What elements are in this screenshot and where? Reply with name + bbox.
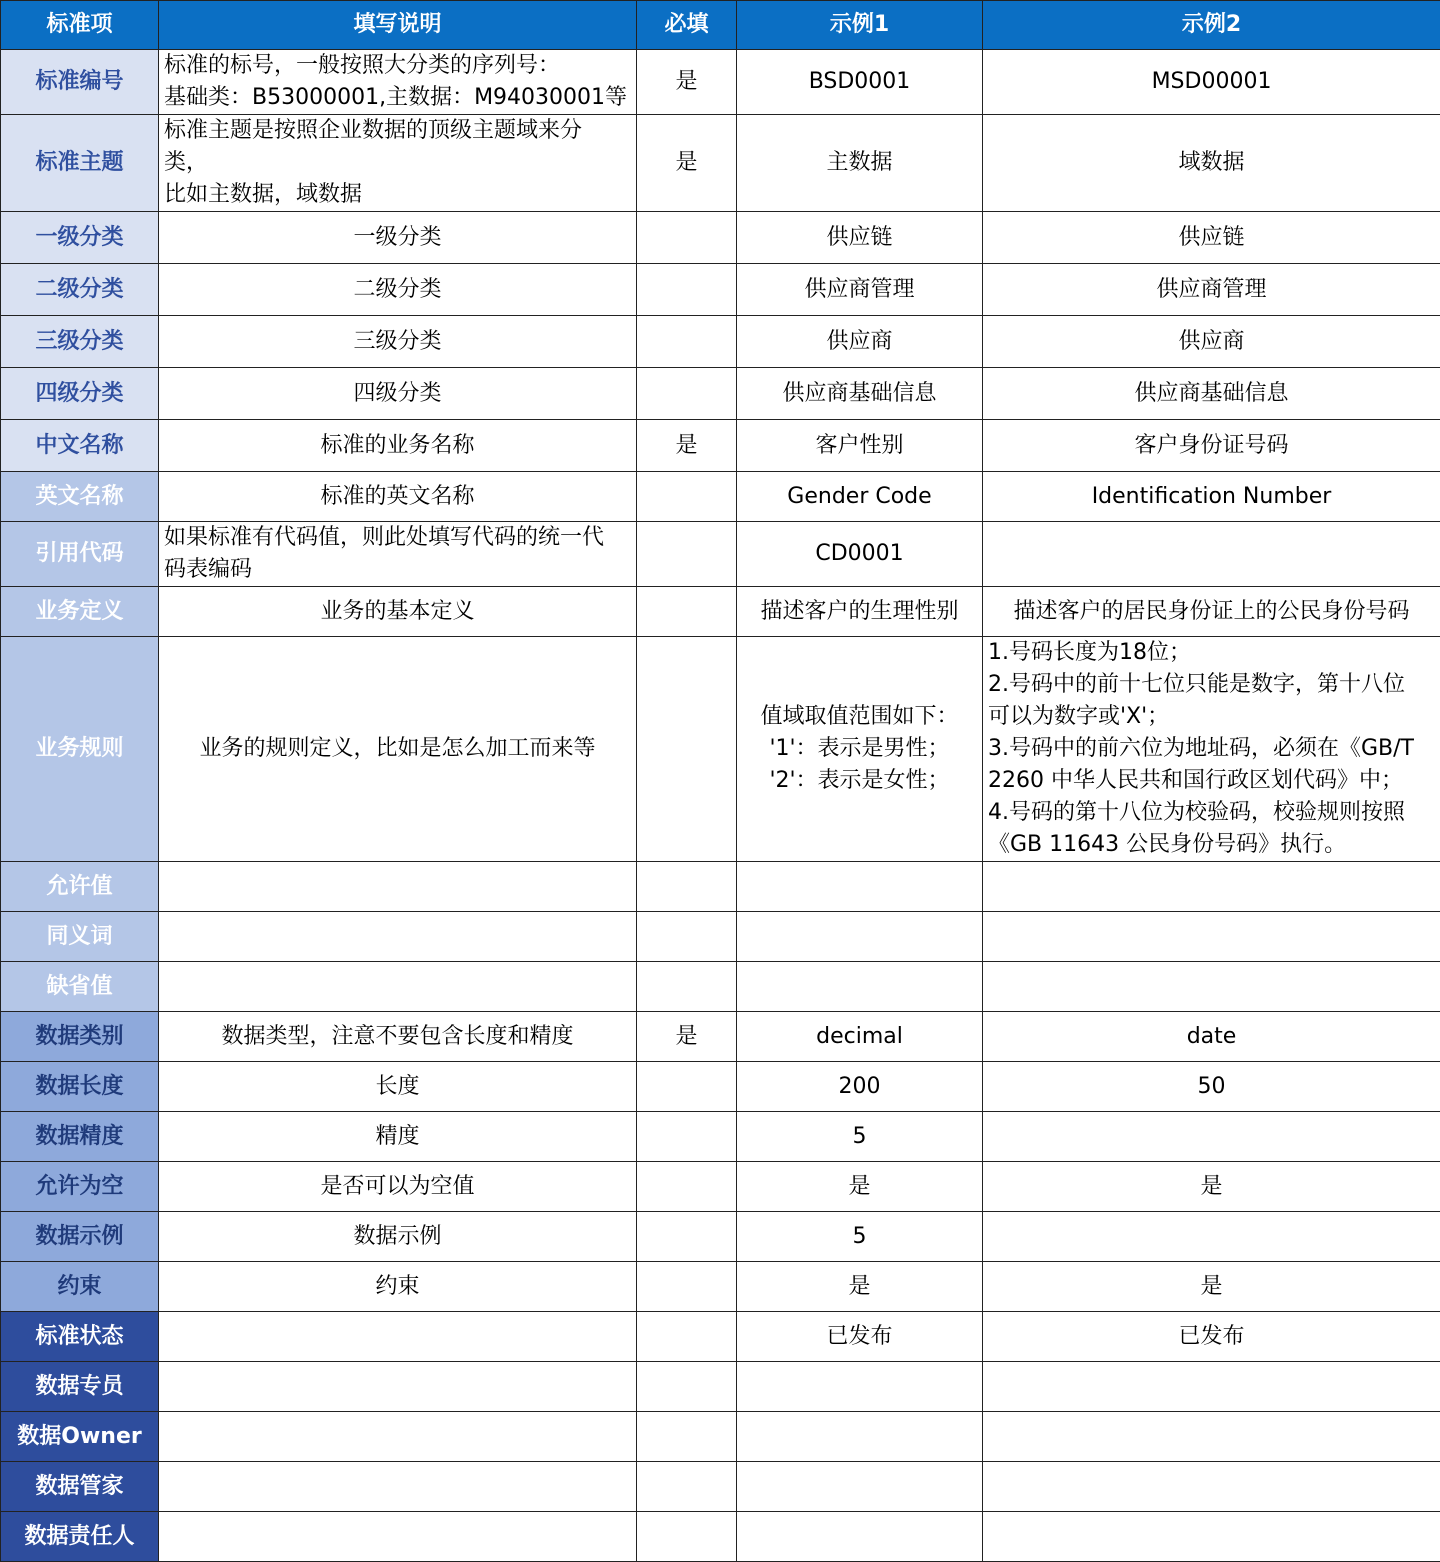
example2-cell [983,1112,1440,1162]
description-cell-line: 标准的英文名称 [164,481,631,513]
example2-cell-line: 是 [988,1271,1435,1303]
description-cell-line: 一级分类 [164,222,631,254]
example1-cell [737,1262,983,1312]
table-row [1,1462,1440,1512]
example2-cell [983,368,1440,420]
example2-cell-line: 可以为数字或'X'； [988,701,1435,733]
description-cell-line: 长度 [164,1071,631,1103]
example2-cell [983,212,1440,264]
required-cell [637,1362,737,1412]
example2-cell [983,1312,1440,1362]
row-label: 数据精度 [1,1112,159,1162]
example1-cell [737,420,983,472]
description-cell [159,212,637,264]
table-row [1,1012,1440,1062]
required-cell: 是 [637,1012,737,1062]
table-row [1,637,1440,862]
example2-cell-line: 50 [988,1071,1435,1103]
row-label: 数据管家 [1,1462,159,1512]
table-row [1,1062,1440,1112]
required-cell [637,264,737,316]
description-cell-line: 四级分类 [164,378,631,410]
description-cell-line: 业务的规则定义，比如是怎么加工而来等 [164,733,631,765]
table-row [1,1512,1440,1562]
table-header-row [1,1,1440,50]
row-label: 标准主题 [1,115,159,212]
row-label: 标准编号 [1,50,159,115]
row-label: 三级分类 [1,316,159,368]
example1-cell-line: 200 [742,1071,977,1103]
example1-cell-line: 主数据 [742,147,977,179]
example1-cell [737,264,983,316]
description-cell-line: 基础类：B53000001,主数据：M94030001等 [164,82,631,114]
required-cell [637,1412,737,1462]
example2-cell-line: 4.号码的第十八位为校验码，校验规则按照 [988,797,1435,829]
description-cell-line: 二级分类 [164,274,631,306]
example1-cell [737,522,983,587]
example2-cell [983,1012,1440,1062]
example2-cell [983,522,1440,587]
description-cell-line: 类， [164,147,631,179]
required-cell: 是 [637,50,737,115]
table-row [1,1112,1440,1162]
example1-cell [737,587,983,637]
description-cell-line: 业务的基本定义 [164,596,631,628]
description-cell-line: 数据示例 [164,1221,631,1253]
row-label: 业务规则 [1,637,159,862]
description-cell [159,368,637,420]
example1-cell-line: 是 [742,1171,977,1203]
description-cell [159,1062,637,1112]
table-row [1,962,1440,1012]
example1-cell [737,1312,983,1362]
header-cell: 示例2 [983,1,1440,50]
description-cell-line: 是否可以为空值 [164,1171,631,1203]
description-cell-line: 标准的标号，一般按照大分类的序列号： [164,50,631,82]
example1-cell [737,1062,983,1112]
example1-cell-line: '2'：表示是女性； [742,765,977,797]
description-cell-line: 精度 [164,1121,631,1153]
header-cell: 必填 [637,1,737,50]
example1-cell [737,472,983,522]
row-label: 数据长度 [1,1062,159,1112]
row-label: 数据类别 [1,1012,159,1062]
table-row [1,316,1440,368]
example2-cell [983,420,1440,472]
example2-cell-line: 描述客户的居民身份证上的公民身份号码 [988,596,1435,628]
example1-cell-line: 供应商基础信息 [742,378,977,410]
table-row [1,862,1440,912]
example2-cell-line: 供应链 [988,222,1435,254]
row-label: 允许值 [1,862,159,912]
row-label: 同义词 [1,912,159,962]
row-label: 数据示例 [1,1212,159,1262]
example1-cell-line: 供应商 [742,326,977,358]
example2-cell-line: 已发布 [988,1321,1435,1353]
table-row [1,1362,1440,1412]
table-row [1,912,1440,962]
example2-cell [983,1412,1440,1462]
description-cell-line: 如果标准有代码值，则此处填写代码的统一代 [164,522,631,554]
description-cell [159,115,637,212]
example1-cell [737,1112,983,1162]
description-cell [159,472,637,522]
table-row [1,115,1440,212]
example2-cell [983,316,1440,368]
required-cell [637,1062,737,1112]
example1-cell [737,1512,983,1562]
description-cell-line: 比如主数据，域数据 [164,179,631,211]
example1-cell-line: Gender Code [742,481,977,513]
example1-cell [737,1212,983,1262]
description-cell [159,1012,637,1062]
example2-cell-line: 供应商 [988,326,1435,358]
example1-cell-line: CD0001 [742,538,977,570]
example1-cell-line: 供应链 [742,222,977,254]
example2-cell [983,1062,1440,1112]
required-cell [637,316,737,368]
example1-cell-line: 5 [742,1221,977,1253]
description-cell-line: 三级分类 [164,326,631,358]
example1-cell [737,212,983,264]
required-cell: 是 [637,420,737,472]
example2-cell-line: 供应商基础信息 [988,378,1435,410]
example2-cell [983,1512,1440,1562]
required-cell [637,1262,737,1312]
example2-cell [983,912,1440,962]
required-cell [637,1112,737,1162]
description-cell [159,1162,637,1212]
example2-cell-line: 2260 中华人民共和国行政区划代码》中； [988,765,1435,797]
example2-cell-line: 供应商管理 [988,274,1435,306]
description-cell [159,264,637,316]
description-cell [159,962,637,1012]
example1-cell-line: '1'：表示是男性； [742,733,977,765]
example2-cell [983,1362,1440,1412]
required-cell [637,1512,737,1562]
table-row [1,420,1440,472]
example1-cell [737,1462,983,1512]
example1-cell-line: 供应商管理 [742,274,977,306]
example2-cell [983,1262,1440,1312]
description-cell [159,522,637,587]
example1-cell [737,316,983,368]
description-cell [159,1512,637,1562]
example2-cell [983,50,1440,115]
row-label: 缺省值 [1,962,159,1012]
row-label: 标准状态 [1,1312,159,1362]
required-cell [637,637,737,862]
table-row [1,1412,1440,1462]
required-cell [637,472,737,522]
required-cell [637,368,737,420]
row-label: 约束 [1,1262,159,1312]
required-cell [637,1462,737,1512]
required-cell [637,212,737,264]
required-cell [637,1312,737,1362]
example2-cell-line: 域数据 [988,147,1435,179]
description-cell [159,862,637,912]
row-label: 数据责任人 [1,1512,159,1562]
required-cell [637,522,737,587]
description-cell-line: 标准的业务名称 [164,430,631,462]
example1-cell-line: 描述客户的生理性别 [742,596,977,628]
table-body [1,50,1440,1562]
description-cell-line: 数据类型，注意不要包含长度和精度 [164,1021,631,1053]
required-cell: 是 [637,115,737,212]
row-label: 数据专员 [1,1362,159,1412]
description-cell [159,1462,637,1512]
example1-cell [737,1362,983,1412]
example2-cell [983,862,1440,912]
description-cell [159,1262,637,1312]
example2-cell [983,1162,1440,1212]
required-cell [637,587,737,637]
description-cell-line: 约束 [164,1271,631,1303]
example2-cell-line: MSD00001 [988,66,1435,98]
example1-cell [737,962,983,1012]
table-row [1,50,1440,115]
row-label: 业务定义 [1,587,159,637]
example1-cell-line: 客户性别 [742,430,977,462]
example1-cell [737,368,983,420]
example2-cell [983,115,1440,212]
table-row [1,264,1440,316]
example2-cell-line: 2.号码中的前十七位只能是数字，第十八位 [988,669,1435,701]
example2-cell [983,587,1440,637]
table-row [1,522,1440,587]
example1-cell [737,862,983,912]
description-cell [159,316,637,368]
description-cell [159,1212,637,1262]
header-cell: 标准项 [1,1,159,50]
example2-cell-line: 1.号码长度为18位； [988,637,1435,669]
example2-cell-line: 是 [988,1171,1435,1203]
example2-cell-line: 客户身份证号码 [988,430,1435,462]
row-label: 二级分类 [1,264,159,316]
example1-cell [737,912,983,962]
required-cell [637,1212,737,1262]
example2-cell [983,637,1440,862]
table-row [1,1212,1440,1262]
header-cell: 示例1 [737,1,983,50]
example1-cell-line: decimal [742,1021,977,1053]
table-row [1,472,1440,522]
example2-cell-line: date [988,1021,1435,1053]
example2-cell [983,264,1440,316]
example1-cell [737,637,983,862]
description-cell-line: 码表编码 [164,554,631,586]
description-cell [159,420,637,472]
table-row [1,1312,1440,1362]
description-cell-line: 标准主题是按照企业数据的顶级主题域来分 [164,115,631,147]
description-cell [159,637,637,862]
example2-cell-line: 《GB 11643 公民身份号码》执行。 [988,829,1435,861]
example1-cell-line: 值域取值范围如下： [742,701,977,733]
example2-cell-line: Identification Number [988,481,1435,513]
row-label: 一级分类 [1,212,159,264]
example2-cell [983,1212,1440,1262]
description-cell [159,1412,637,1462]
description-cell [159,1362,637,1412]
example1-cell [737,1162,983,1212]
row-label: 数据Owner [1,1412,159,1462]
required-cell [637,862,737,912]
example2-cell [983,472,1440,522]
description-cell [159,1312,637,1362]
table-row [1,1262,1440,1312]
description-cell [159,587,637,637]
example2-cell [983,1462,1440,1512]
table-row [1,587,1440,637]
example1-cell-line: 是 [742,1271,977,1303]
table-row [1,1162,1440,1212]
table-row [1,212,1440,264]
example1-cell-line: BSD0001 [742,66,977,98]
example1-cell [737,50,983,115]
row-label: 引用代码 [1,522,159,587]
required-cell [637,1162,737,1212]
example1-cell [737,115,983,212]
header-cell: 填写说明 [159,1,637,50]
example2-cell [983,962,1440,1012]
description-cell [159,912,637,962]
row-label: 允许为空 [1,1162,159,1212]
row-label: 中文名称 [1,420,159,472]
description-cell [159,50,637,115]
required-cell [637,962,737,1012]
example1-cell [737,1412,983,1462]
required-cell [637,912,737,962]
example1-cell [737,1012,983,1062]
row-label: 四级分类 [1,368,159,420]
example2-cell-line: 3.号码中的前六位为地址码，必须在《GB/T [988,733,1435,765]
example1-cell-line: 5 [742,1121,977,1153]
table-row [1,368,1440,420]
description-cell [159,1112,637,1162]
row-label: 英文名称 [1,472,159,522]
example1-cell-line: 已发布 [742,1321,977,1353]
